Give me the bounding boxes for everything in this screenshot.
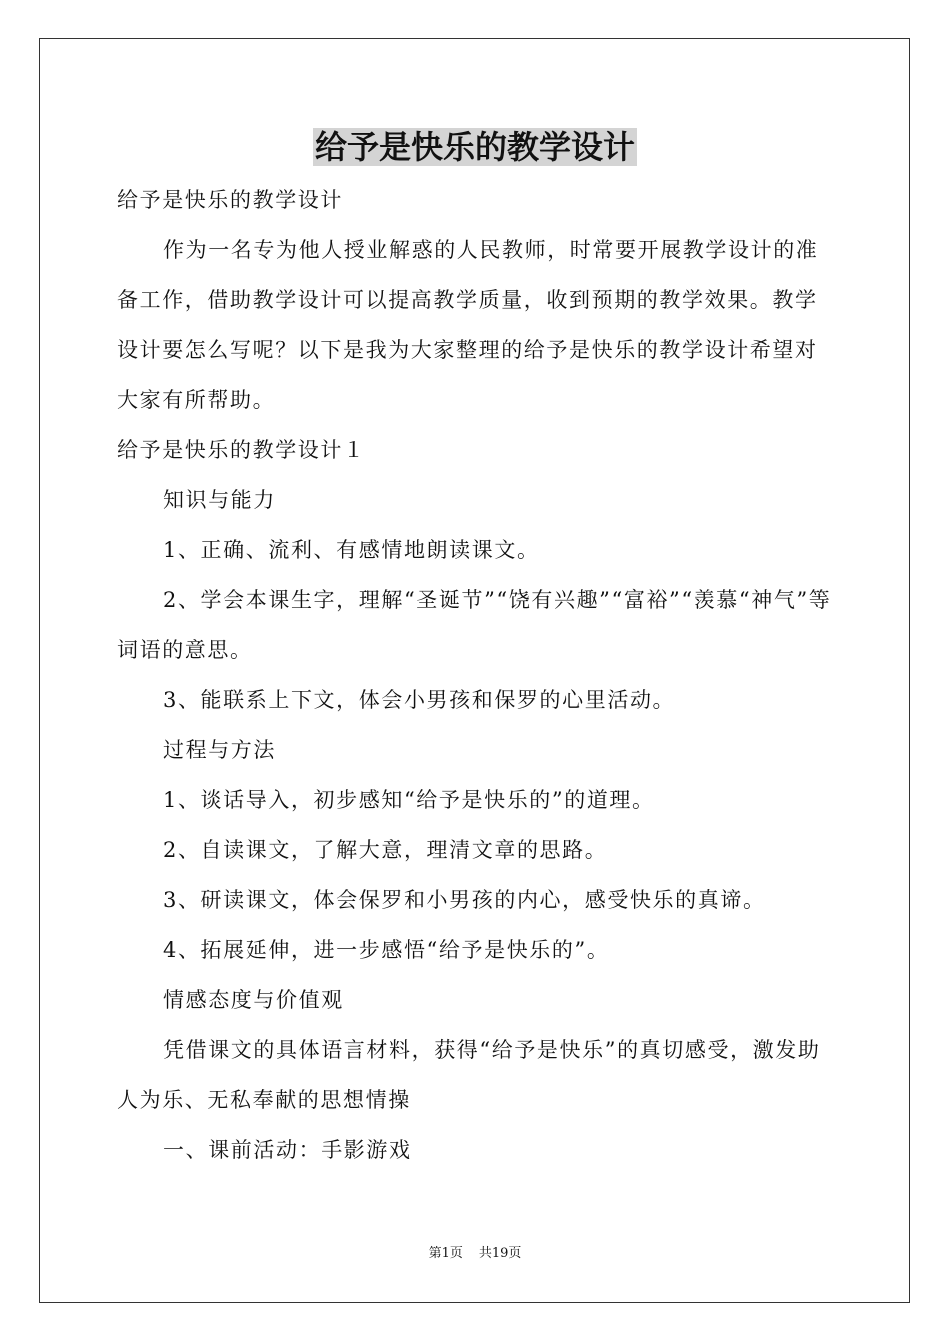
paragraph-5: 1、正确、流利、有感情地朗读课文。 [163,538,540,562]
document-title [0,126,950,168]
paragraph-11: 3、研读课文，体会保罗和小男孩的内心，感受快乐的真谛。 [163,888,766,912]
paragraph-6: 2、学会本课生字，理解“圣诞节”“饶有兴趣”“富裕”“羡慕“神气”等词语的意思。 [117,588,832,662]
document-title-text: 给予是快乐的教学设计 [314,128,635,166]
page-number: 第1页 [428,1246,463,1261]
paragraph-12: 4、拓展延伸，进一步感悟“给予是快乐的”。 [163,938,610,962]
paragraph-9: 1、谈话导入，初步感知“给予是快乐的”的道理。 [163,788,655,812]
page-footer [0,1244,950,1264]
paragraph-15: 一、课前活动：手影游戏 [163,1138,412,1162]
document-body [117,175,833,1175]
paragraph-3: 给予是快乐的教学设计１ [117,438,366,462]
page-total: 共19页 [478,1246,522,1261]
paragraph-13: 情感态度与价值观 [163,988,344,1012]
paragraph-14: 凭借课文的具体语言材料，获得“给予是快乐”的真切感受，激发助人为乐、无私奉献的思想情操 [117,1038,821,1112]
paragraph-7: 3、能联系上下文，体会小男孩和保罗的心里活动。 [163,688,676,712]
paragraph-1: 给予是快乐的教学设计 [117,188,343,212]
paragraph-2: 作为一名专为他人授业解惑的人民教师，时常要开展教学设计的准备工作，借助教学设计可以提高教学质量，收到预期的教学效果。教学设计要怎么写呢？以下是我为大家整理的给予是快乐的教学设计希望对大家有所帮助。 [117,238,819,412]
paragraph-8: 过程与方法 [163,738,276,762]
paragraph-4: 知识与能力 [163,488,276,512]
paragraph-10: 2、自读课文，了解大意，理清文章的思路。 [163,838,608,862]
